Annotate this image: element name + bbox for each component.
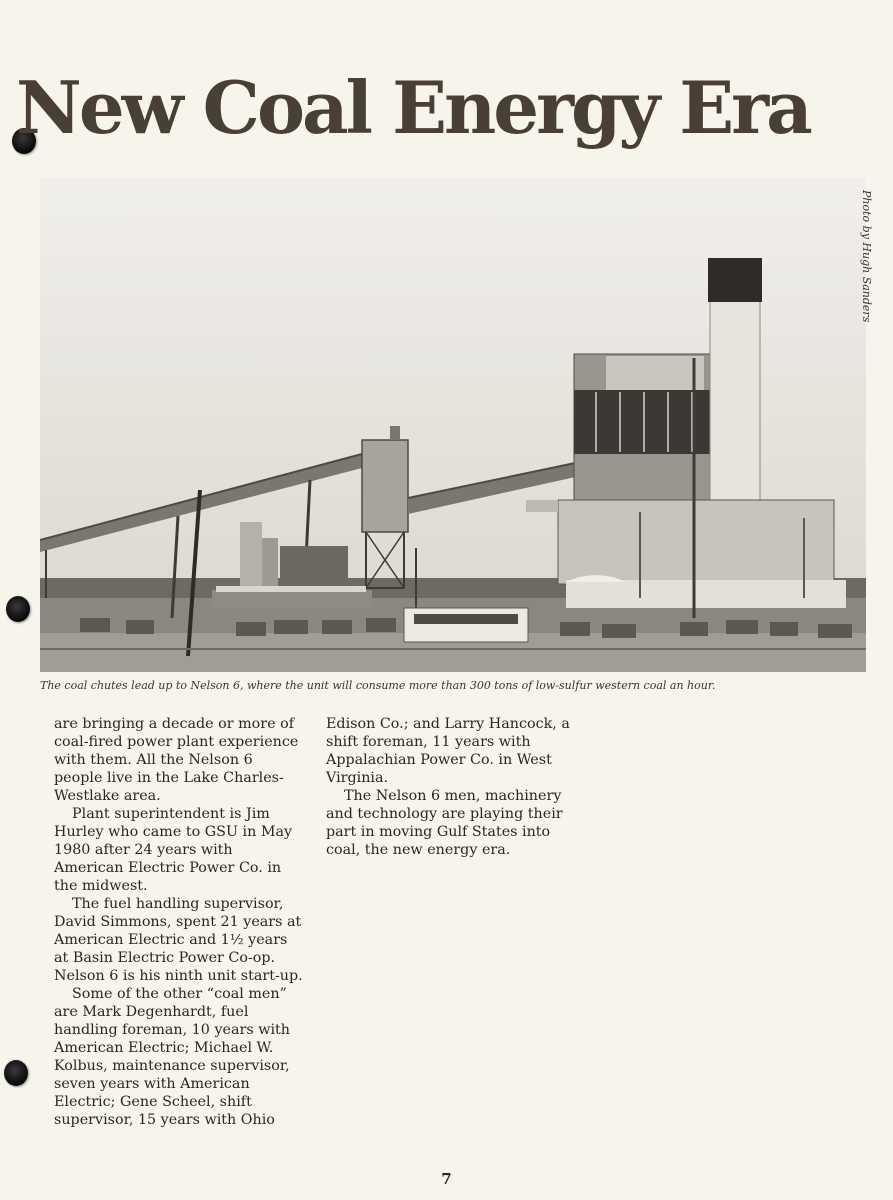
page-number: 7 (441, 1170, 452, 1188)
article-paragraph: Some of the other “coal men” are Mark Degenhardt, fuel handling foreman, 10 years with American Electric; Michael W. Kolbus, maintenance supervisor, seven years with American Electric; Gene Scheel, shift supervisor, 15 years with Ohio (54, 986, 290, 1128)
article-column-right (326, 715, 576, 859)
article-paragraph: are bringing a decade or more of coal-fired power plant experience with them. All the Nelson 6 people live in the Lake Charles-Westlake area. (54, 716, 299, 804)
article-paragraph: Edison Co.; and Larry Hancock, a shift foreman, 11 years with Appalachian Power Co. in West Virginia. (326, 716, 570, 786)
headline: New Coal Energy Era (16, 65, 810, 150)
article-paragraph: Plant superintendent is Jim Hurley who came to GSU in May 1980 after 24 years with American Electric Power Co. in the midwest. (54, 806, 293, 894)
article-column-left (54, 715, 304, 1129)
article-paragraph: The Nelson 6 men, machinery and technology are playing their part in moving Gulf States into coal, the new energy era. (326, 788, 563, 858)
article-paragraph: The fuel handling supervisor, David Simmons, spent 21 years at American Electric and 1½ years at Basin Electric Power Co-op. Nelson 6 is his ninth unit start-up. (54, 896, 303, 984)
power-plant-photo (40, 178, 866, 672)
photo-caption: The coal chutes lead up to Nelson 6, where the unit will consume more than 300 tons of low-sulfur western coal an hour. (40, 679, 716, 692)
photo-credit: Photo by Hugh Sanders (860, 190, 873, 323)
binder-hole-middle (6, 596, 30, 622)
binder-hole-bottom (4, 1060, 28, 1086)
